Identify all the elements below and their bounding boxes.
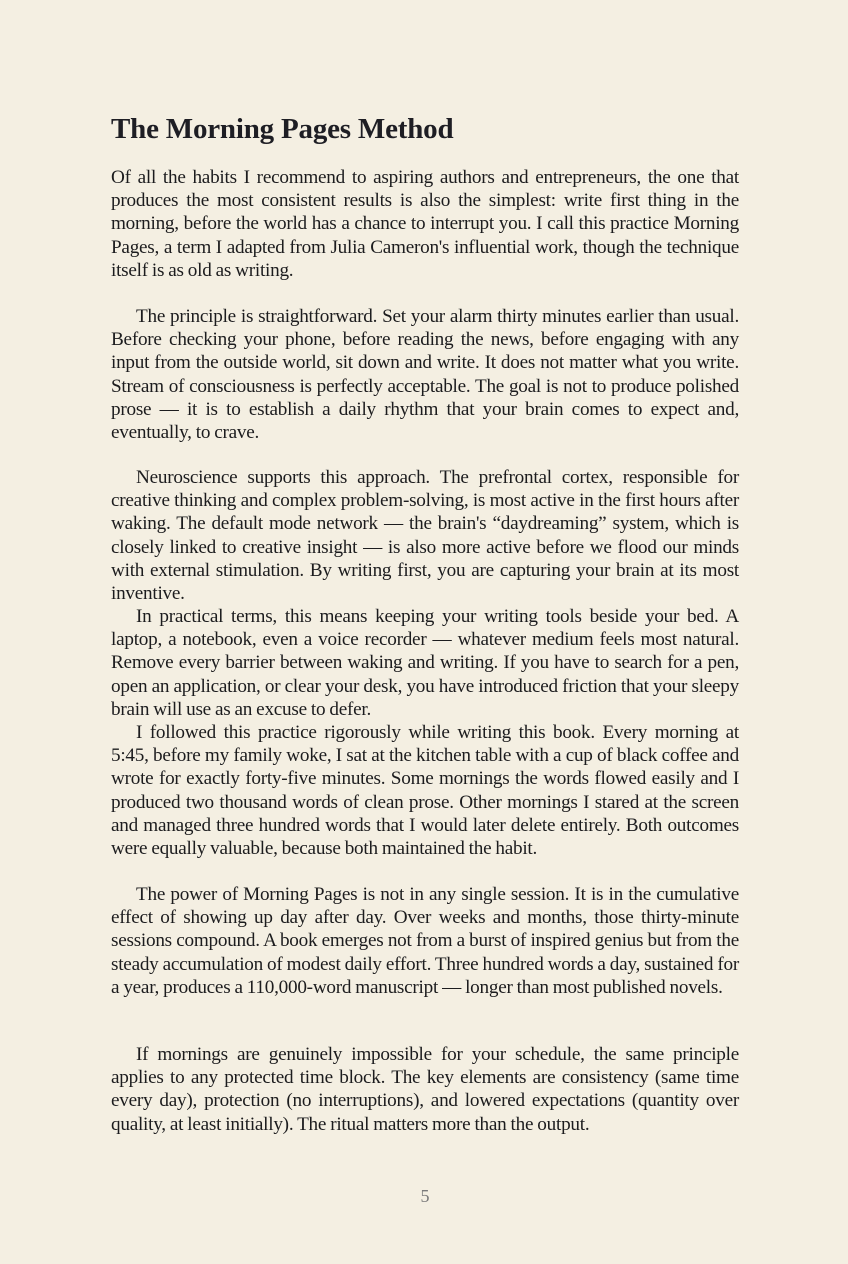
page-number: 5 (420, 1186, 430, 1206)
paragraph-principle: The principle is straightforward. Set your alarm thirty minutes earlier than usual. Before checking your phone, before reading the news, before engaging with any input from the outside world, sit down and write. It does not matter what you write. Stream of consciousness is perfectly acceptable. The goal is not to produce polished prose — it is to establish a daily rhythm that your brain comes to expect and, eventually, to crave. (111, 306, 739, 444)
paragraph-intro: Of all the habits I recommend to aspiring authors and entrepreneurs, the one that produces the most consistent results is also the simplest: write first thing in the morning, before the world has a chance to interrupt you. I call this practice Morning Pages, a term I adapted from Julia Cameron's influential work, though the technique itself is as old as writing. (111, 167, 739, 281)
paragraph-personal-practice: I followed this practice rigorously while writing this book. Every morning at 5:45, before my family woke, I sat at the kitchen table with a cup of black coffee and wrote for exactly forty-five minutes. Some mornings the words flowed easily and I produced two thousand words of clean prose. Other mornings I stared at the screen and managed three hundred words that I would later delete entirely. Both outcomes were equally valuable, because both maintained the habit. (111, 722, 739, 860)
paragraph-alternative-schedule: If mornings are genuinely impossible for your schedule, the same principle applies to any protected time block. The key elements are consistency (same time every day), protection (no interruptions), and lowered expectations (quantity over quality, at least initially). The ritual matters more than the output. (111, 1044, 739, 1135)
paragraph-practical: In practical terms, this means keeping your writing tools beside your bed. A laptop, a notebook, even a voice recorder — whatever medium feels most natural. Remove every barrier between waking and writing. If you have to search for a pen, open an application, or clear your desk, you have introduced friction that your sleepy brain will use as an excuse to defer. (111, 606, 739, 720)
chapter-title: The Morning Pages Method (111, 113, 454, 145)
paragraph-neuroscience: Neuroscience supports this approach. The prefrontal cortex, responsible for creative thinking and complex problem-solving, is most active in the first hours after waking. The default mode network — the brain's “daydreaming” system, which is closely linked to creative insight — is also more active before we flood our minds with external stimulation. By writing first, you are capturing your brain at its most inventive. (111, 467, 739, 605)
paragraph-cumulative-power: The power of Morning Pages is not in any single session. It is in the cumulative effect of showing up day after day. Over weeks and months, those thirty-minute sessions compound. A book emerges not from a burst of inspired genius but from the steady accumulation of modest daily effort. Three hundred words a day, sustained for a year, produces a 110,000-word manuscript — longer than most published novels. (111, 884, 739, 998)
